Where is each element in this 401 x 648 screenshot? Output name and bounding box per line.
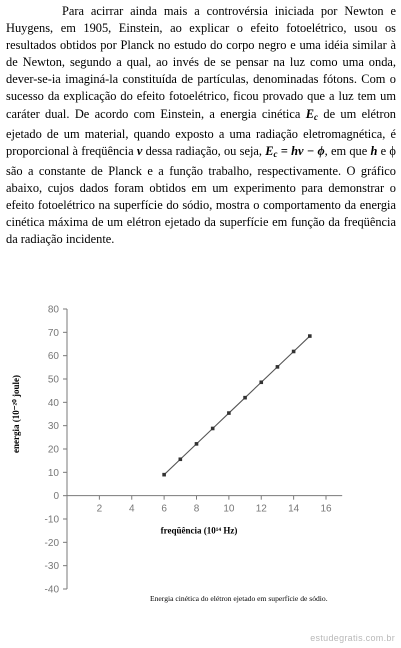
symbol-planck: h	[370, 143, 378, 158]
data-point	[259, 380, 263, 384]
x-tick-label: 12	[255, 503, 267, 515]
data-point	[162, 473, 166, 477]
y-tick-label: 20	[47, 444, 59, 456]
y-tick-label: 60	[47, 351, 59, 363]
text-part-2: de um elétron ejetado de um material, quando exposto a uma radiação eletromagnética, é proporcional à freqüência	[6, 106, 397, 158]
symbol-kinetic-energy: $E_c$	[305, 106, 319, 122]
text-part-5: e	[380, 143, 387, 158]
data-point	[179, 457, 183, 461]
data-point	[276, 365, 280, 369]
y-tick-label: -20	[44, 537, 59, 549]
y-tick-label: 50	[47, 374, 59, 386]
x-tick-label: 6	[161, 503, 167, 515]
data-point	[211, 427, 215, 431]
intro-text	[6, 3, 396, 248]
x-tick-label: 4	[128, 503, 135, 515]
data-line	[164, 336, 310, 475]
y-tick-label: 0	[53, 491, 59, 503]
data-point	[292, 350, 296, 354]
data-point	[308, 334, 312, 338]
x-tick-label: 8	[193, 503, 200, 515]
y-tick-label: 40	[47, 397, 59, 409]
y-tick-label: 30	[47, 421, 59, 433]
x-tick-label: 14	[288, 503, 300, 515]
x-tick-label: 10	[223, 503, 235, 515]
y-tick-label: -30	[44, 561, 59, 573]
text-part-4: , em que	[324, 143, 368, 158]
intro-paragraph	[6, 3, 396, 248]
x-axis-label: freqüência (10¹⁴ Hz)	[160, 525, 238, 536]
y-tick-label: -10	[44, 514, 59, 526]
data-point	[227, 411, 231, 415]
y-tick-label: 70	[47, 327, 59, 339]
x-tick-label: 2	[96, 503, 103, 515]
y-axis-label: energia (10⁻²⁰ joule)	[11, 374, 21, 454]
symbol-frequency: ν	[136, 143, 143, 158]
site-watermark: estudegratis.com.br	[310, 633, 395, 643]
y-tick-label: 10	[47, 467, 59, 479]
x-tick-label: 16	[320, 503, 332, 515]
energy-frequency-chart	[0, 298, 401, 598]
symbol-work-function: ϕ	[389, 143, 396, 158]
chart-caption: Energia cinética do elétron ejetado em superfície de sódio.	[150, 594, 328, 603]
text-part-3: dessa radiação, ou seja,	[145, 143, 262, 158]
formula: $E_c = h\nu - \phi$	[265, 143, 325, 159]
text-part-6: são a constante de Planck e a função trabalho, respectivamente. O gráfico abaixo, cujos dados foram obtidos em um experimento para demonstrar o efeito fotoelétrico na superfície do sódio, mostra o comportamento da energia cinética máxima de um elétron ejetado da superfície em função da freqüência da radiação incidente.	[6, 163, 396, 247]
text-part-1: Para acirrar ainda mais a controvérsia iniciada por Newton e Huygens, em 1905, Einstein, ao explicar o efeito fotoelétrico, usou os resultados obtidos por Planck no estudo do corpo negro e uma idéia similar à de Newton, segundo a qual, ao invés de se pensar na luz como uma onda, dever-se-ia imaginá-la constituída de partículas, denominadas fótons. Com o sucesso da explicação do efeito fotoelétrico, ficou provado que a luz tem um caráter dual. De acordo com Einstein, a energia cinética	[6, 4, 396, 121]
y-tick-label: 80	[47, 304, 59, 316]
data-point	[243, 396, 247, 400]
data-point	[195, 442, 199, 446]
y-tick-label: -40	[44, 584, 59, 596]
